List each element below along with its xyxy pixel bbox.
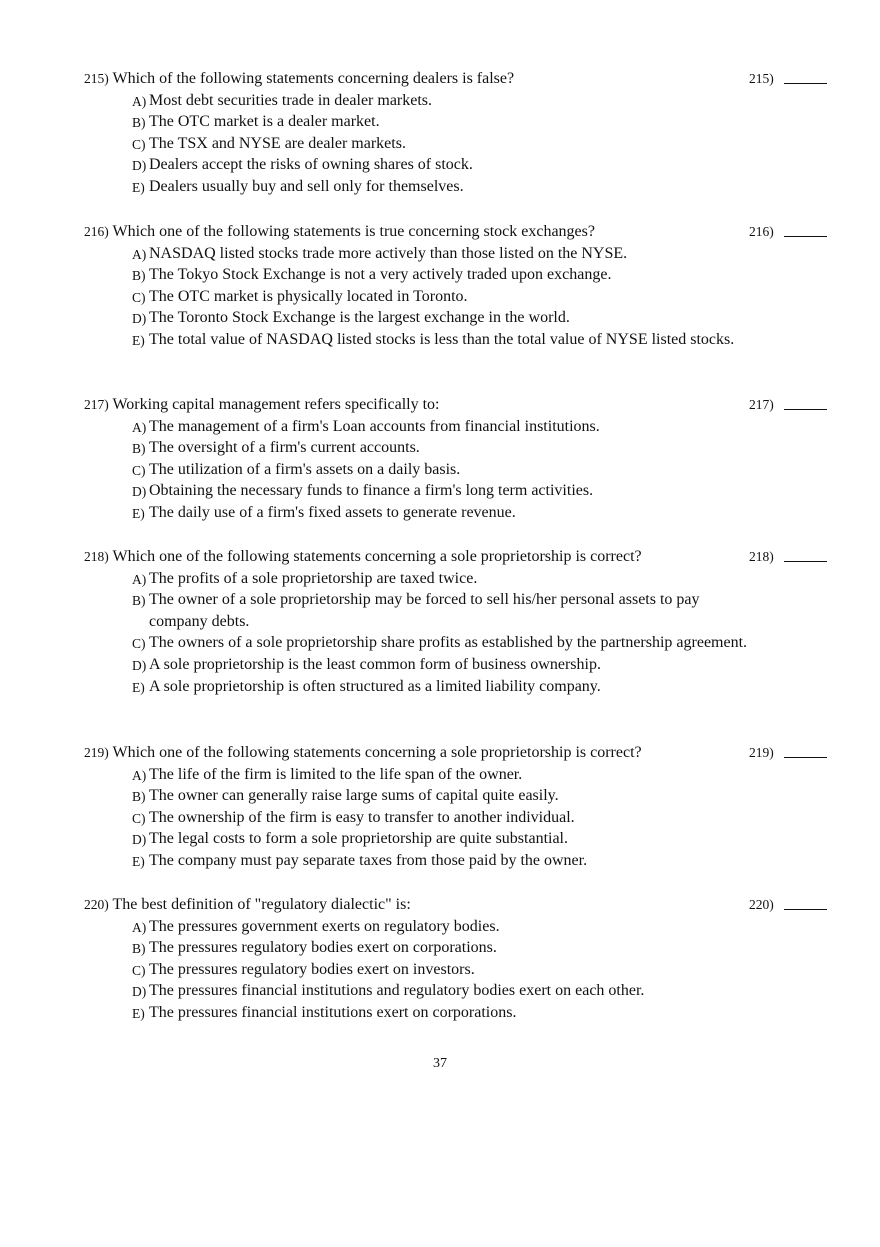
choice-text: A sole proprietorship is the least common form of business ownership.	[149, 655, 601, 673]
question-header	[84, 742, 834, 764]
choice-text: Obtaining the necessary funds to finance a firm's long term activities.	[149, 482, 594, 500]
choice-letter: B)	[132, 268, 146, 284]
choice-e	[84, 502, 749, 524]
choice-letter: C)	[132, 810, 146, 826]
choice-text: The profits of a sole proprietorship are taxed twice.	[149, 569, 478, 587]
choice-d	[84, 307, 749, 329]
choice-letter: E)	[132, 1005, 145, 1021]
choice-text: The Toronto Stock Exchange is the largest exchange in the world.	[149, 309, 570, 327]
question-218	[84, 546, 834, 697]
question-text: Which one of the following statements concerning a sole proprietorship is correct?	[112, 744, 642, 761]
answer-slot[interactable]	[749, 894, 834, 916]
question-number: 220)	[84, 897, 109, 912]
choice-letter: A)	[132, 419, 147, 435]
choice-text: Dealers usually buy and sell only for themselves.	[149, 177, 464, 195]
answer-slot[interactable]	[749, 68, 834, 90]
choice-a	[84, 764, 749, 786]
choice-c	[84, 133, 749, 155]
choice-text: Dealers accept the risks of owning shares of stock.	[149, 156, 473, 174]
question-number: 216)	[84, 224, 109, 239]
question-number: 215)	[84, 71, 109, 86]
choice-a	[84, 243, 749, 265]
choice-d	[84, 480, 749, 502]
question-text: Which one of the following statements concerning a sole proprietorship is correct?	[112, 548, 642, 565]
choice-letter: E)	[132, 505, 145, 521]
choice-text: The total value of NASDAQ listed stocks is less than the total value of NYSE listed stocks.	[149, 330, 735, 348]
page-number: 37	[433, 1056, 447, 1071]
choice-list	[84, 416, 834, 524]
choice-text: The utilization of a firm's assets on a daily basis.	[149, 460, 461, 478]
choice-a	[84, 90, 749, 112]
choice-letter: C)	[132, 462, 146, 478]
choice-text: Most debt securities trade in dealer markets.	[149, 91, 433, 109]
choice-letter: B)	[132, 593, 146, 609]
choice-b	[84, 785, 749, 807]
choice-text: The management of a firm's Loan accounts from financial institutions.	[149, 417, 600, 435]
choice-letter: D)	[132, 832, 147, 848]
choice-e	[84, 676, 749, 698]
answer-blank[interactable]	[784, 236, 827, 237]
answer-number: 215)	[749, 71, 774, 86]
choice-letter: C)	[132, 962, 146, 978]
question-text: Which of the following statements concerning dealers is false?	[112, 70, 515, 87]
choice-text: A sole proprietorship is often structured as a limited liability company.	[149, 677, 601, 695]
choice-text: NASDAQ listed stocks trade more actively than those listed on the NYSE.	[149, 244, 628, 262]
answer-number: 216)	[749, 224, 774, 239]
choice-letter: C)	[132, 636, 146, 652]
question-header	[84, 546, 834, 568]
choice-c	[84, 459, 749, 481]
choice-list	[84, 568, 834, 698]
answer-blank[interactable]	[784, 909, 827, 910]
choice-text: The owner of a sole proprietorship may be forced to sell his/her personal assets to pay company debts.	[149, 591, 700, 630]
question-header	[84, 221, 834, 243]
choice-b	[84, 264, 749, 286]
choice-text: The Tokyo Stock Exchange is not a very actively traded upon exchange.	[149, 266, 612, 284]
question-219	[84, 742, 834, 872]
answer-blank[interactable]	[784, 409, 827, 410]
choice-text: The OTC market is a dealer market.	[149, 113, 380, 131]
choice-letter: B)	[132, 941, 146, 957]
choice-letter: D)	[132, 311, 147, 327]
choice-list	[84, 916, 834, 1024]
answer-slot[interactable]	[749, 394, 834, 416]
question-header	[84, 394, 834, 416]
choice-letter: E)	[132, 853, 145, 869]
choice-letter: A)	[132, 919, 147, 935]
choice-list	[84, 243, 834, 351]
choice-b	[84, 589, 749, 632]
choice-text: The pressures regulatory bodies exert on investors.	[149, 960, 475, 978]
choice-text: The owner can generally raise large sums of capital quite easily.	[149, 787, 559, 805]
answer-number: 217)	[749, 397, 774, 412]
choice-letter: C)	[132, 289, 146, 305]
choice-b	[84, 937, 749, 959]
choice-list	[84, 764, 834, 872]
question-number: 219)	[84, 745, 109, 760]
choice-letter: C)	[132, 136, 146, 152]
choice-letter: B)	[132, 789, 146, 805]
choice-letter: A)	[132, 246, 147, 262]
choice-d	[84, 154, 749, 176]
choice-a	[84, 568, 749, 590]
choice-text: The TSX and NYSE are dealer markets.	[149, 134, 406, 152]
choice-d	[84, 828, 749, 850]
choice-text: The pressures regulatory bodies exert on corporations.	[149, 939, 497, 957]
answer-blank[interactable]	[784, 757, 827, 758]
choice-text: The company must pay separate taxes from those paid by the owner.	[149, 851, 588, 869]
question-215	[84, 68, 834, 198]
answer-number: 219)	[749, 745, 774, 760]
answer-slot[interactable]	[749, 546, 834, 568]
question-number: 217)	[84, 397, 109, 412]
choice-letter: E)	[132, 332, 145, 348]
question-220	[84, 894, 834, 1024]
choice-list	[84, 90, 834, 198]
question-text: Which one of the following statements is true concerning stock exchanges?	[112, 223, 595, 240]
choice-text: The owners of a sole proprietorship share profits as established by the partnership agreement.	[149, 634, 748, 652]
question-216	[84, 221, 834, 351]
choice-e	[84, 1002, 749, 1024]
choice-c	[84, 632, 749, 654]
choice-letter: D)	[132, 484, 147, 500]
choice-letter: B)	[132, 441, 146, 457]
answer-slot[interactable]	[749, 221, 834, 243]
choice-text: The pressures financial institutions exert on corporations.	[149, 1003, 517, 1021]
choice-c	[84, 286, 749, 308]
choice-letter: D)	[132, 158, 147, 174]
choice-text: The pressures financial institutions and regulatory bodies exert on each other.	[149, 982, 645, 1000]
choice-letter: B)	[132, 115, 146, 131]
choice-letter: E)	[132, 679, 145, 695]
question-number: 218)	[84, 549, 109, 564]
answer-blank[interactable]	[784, 561, 827, 562]
choice-e	[84, 329, 749, 351]
choice-text: The ownership of the firm is easy to transfer to another individual.	[149, 808, 575, 826]
choice-letter: D)	[132, 657, 147, 673]
choice-text: The OTC market is physically located in Toronto.	[149, 287, 468, 305]
question-text: Working capital management refers specifically to:	[112, 396, 440, 413]
choice-d	[84, 980, 749, 1002]
choice-b	[84, 111, 749, 133]
choice-c	[84, 807, 749, 829]
question-217	[84, 394, 834, 524]
choice-text: The daily use of a firm's fixed assets to generate revenue.	[149, 503, 516, 521]
choice-letter: E)	[132, 179, 145, 195]
question-text: The best definition of "regulatory dialectic" is:	[112, 896, 411, 913]
choice-a	[84, 916, 749, 938]
choice-letter: D)	[132, 984, 147, 1000]
choice-letter: A)	[132, 93, 147, 109]
choice-a	[84, 416, 749, 438]
choice-text: The life of the firm is limited to the life span of the owner.	[149, 765, 523, 783]
answer-slot[interactable]	[749, 742, 834, 764]
question-header	[84, 68, 834, 90]
choice-text: The legal costs to form a sole proprietorship are quite substantial.	[149, 830, 568, 848]
choice-d	[84, 654, 749, 676]
answer-number: 220)	[749, 897, 774, 912]
choice-text: The oversight of a firm's current accounts.	[149, 439, 420, 457]
choice-e	[84, 850, 749, 872]
choice-c	[84, 959, 749, 981]
question-header	[84, 894, 834, 916]
choice-text: The pressures government exerts on regulatory bodies.	[149, 917, 500, 935]
choice-b	[84, 437, 749, 459]
choice-letter: A)	[132, 571, 147, 587]
choice-e	[84, 176, 749, 198]
answer-blank[interactable]	[784, 83, 827, 84]
answer-number: 218)	[749, 549, 774, 564]
choice-letter: A)	[132, 767, 147, 783]
